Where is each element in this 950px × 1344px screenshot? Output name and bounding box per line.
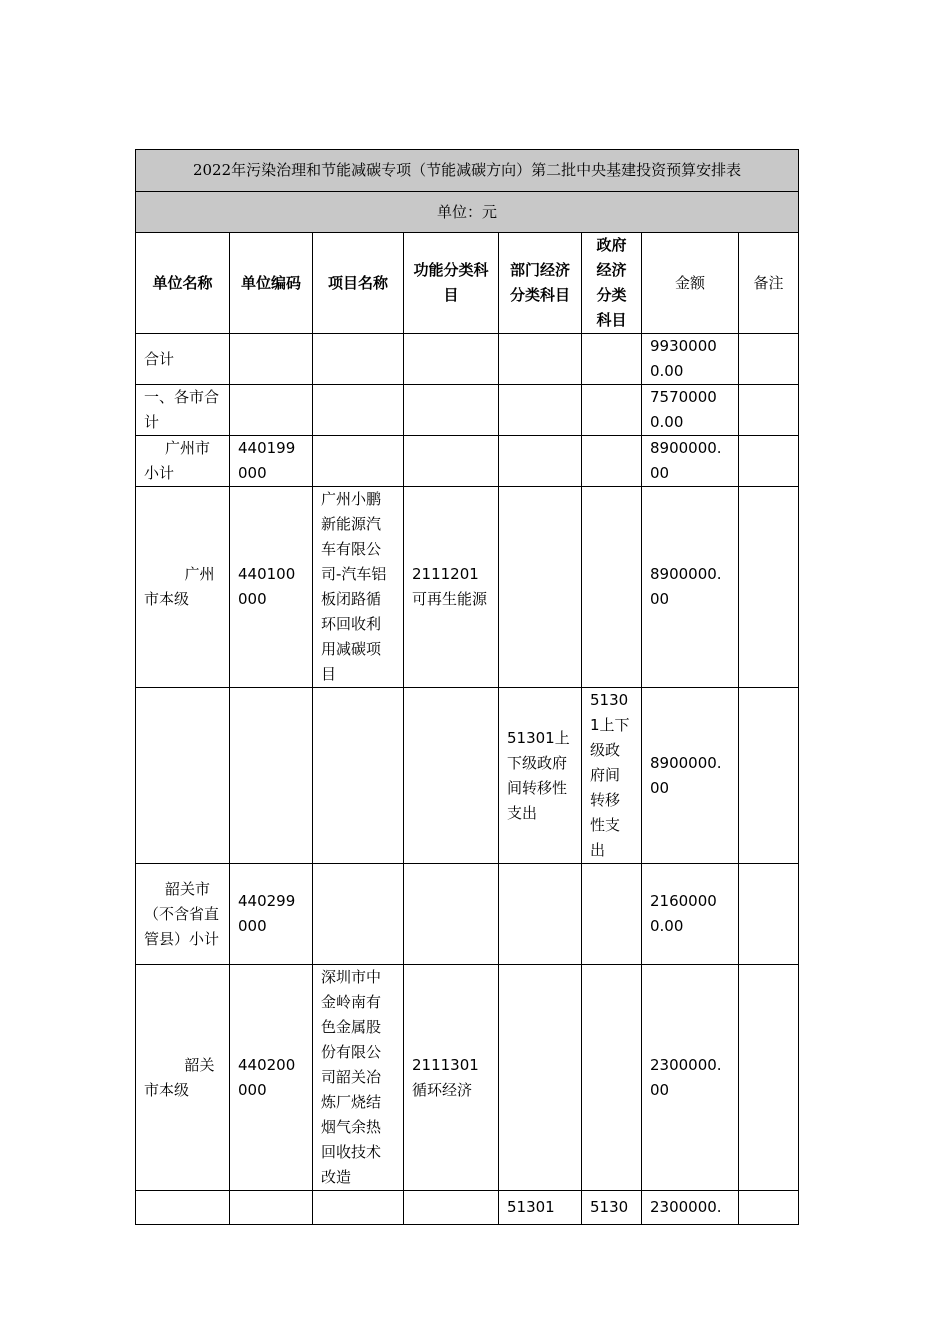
cell-code: 440200000 [230, 965, 313, 1191]
header-remark: 备注 [739, 233, 799, 334]
cell-amount: 99300000.00 [642, 334, 739, 385]
header-row [136, 233, 799, 334]
table-row [136, 436, 799, 487]
cell-func: 2111301循环经济 [404, 965, 499, 1191]
table-row [136, 385, 799, 436]
cell-unit-name [136, 1191, 230, 1225]
table-row [136, 864, 799, 965]
cell-unit-name: 一、各市合计 [136, 385, 230, 436]
cell-dept-econ [499, 864, 582, 965]
cell-func: 2111201可再生能源 [404, 487, 499, 688]
cell-dept-econ [499, 965, 582, 1191]
header-unit-code: 单位编码 [230, 233, 313, 334]
cell-func [404, 385, 499, 436]
cell-gov-econ [582, 965, 642, 1191]
cell-dept-econ: 51301上下级政府间转移性支出 [499, 688, 582, 864]
cell-code: 440299000 [230, 864, 313, 965]
cell-gov-econ [582, 487, 642, 688]
cell-unit-name: 广州市小计 [136, 436, 230, 487]
cell-remark [739, 688, 799, 864]
cell-amount: 21600000.00 [642, 864, 739, 965]
cell-code [230, 334, 313, 385]
cell-code [230, 1191, 313, 1225]
cell-amount: 8900000.00 [642, 436, 739, 487]
header-amount: 金额 [642, 233, 739, 334]
table-title: 2022年污染治理和节能减碳专项（节能减碳方向）第二批中央基建投资预算安排表 [136, 150, 799, 192]
unit-label: 单位：元 [136, 192, 799, 233]
cell-func [404, 1191, 499, 1225]
cell-code: 440100000 [230, 487, 313, 688]
cell-func [404, 688, 499, 864]
cell-gov-econ: 51301上下级政府间转移性支出 [582, 688, 642, 864]
cell-remark [739, 436, 799, 487]
cell-dept-econ [499, 334, 582, 385]
cell-code [230, 385, 313, 436]
cell-remark [739, 1191, 799, 1225]
cell-project [313, 1191, 404, 1225]
cell-func [404, 864, 499, 965]
cell-remark [739, 334, 799, 385]
cell-project: 深圳市中金岭南有色金属股份有限公司韶关冶炼厂烧结烟气余热回收技术改造 [313, 965, 404, 1191]
budget-table [135, 149, 799, 1225]
cell-code: 440199000 [230, 436, 313, 487]
table-row [136, 965, 799, 1191]
table-row [136, 487, 799, 688]
header-gov-econ-category: 政府经济分类科目 [582, 233, 642, 334]
table-row [136, 688, 799, 864]
cell-project [313, 436, 404, 487]
cell-amount: 8900000.00 [642, 487, 739, 688]
cell-amount: 8900000.00 [642, 688, 739, 864]
cell-func [404, 334, 499, 385]
cell-dept-econ: 51301 [499, 1191, 582, 1225]
cell-gov-econ: 5130 [582, 1191, 642, 1225]
cell-code [230, 688, 313, 864]
cell-project [313, 688, 404, 864]
cell-amount: 2300000.00 [642, 965, 739, 1191]
cell-remark [739, 487, 799, 688]
cell-unit-name [136, 688, 230, 864]
header-unit-name: 单位名称 [136, 233, 230, 334]
cell-project [313, 864, 404, 965]
cell-project: 广州小鹏新能源汽车有限公司-汽车铝板闭路循环回收利用减碳项目 [313, 487, 404, 688]
cell-project [313, 334, 404, 385]
cell-dept-econ [499, 436, 582, 487]
cell-project [313, 385, 404, 436]
cell-remark [739, 385, 799, 436]
cell-gov-econ [582, 436, 642, 487]
cell-gov-econ [582, 334, 642, 385]
cell-dept-econ [499, 487, 582, 688]
table-row [136, 334, 799, 385]
cell-gov-econ [582, 864, 642, 965]
cell-func [404, 436, 499, 487]
cell-unit-name: 广州市本级 [136, 487, 230, 688]
cell-unit-name: 韶关市本级 [136, 965, 230, 1191]
cell-amount: 75700000.00 [642, 385, 739, 436]
header-func-category: 功能分类科目 [404, 233, 499, 334]
header-project-name: 项目名称 [313, 233, 404, 334]
cell-gov-econ [582, 385, 642, 436]
cell-remark [739, 864, 799, 965]
header-dept-econ-category: 部门经济分类科目 [499, 233, 582, 334]
cell-unit-name: 韶关市（不含省直管县）小计 [136, 864, 230, 965]
cell-unit-name: 合计 [136, 334, 230, 385]
table-row [136, 1191, 799, 1225]
cell-dept-econ [499, 385, 582, 436]
cell-amount: 2300000. [642, 1191, 739, 1225]
cell-remark [739, 965, 799, 1191]
